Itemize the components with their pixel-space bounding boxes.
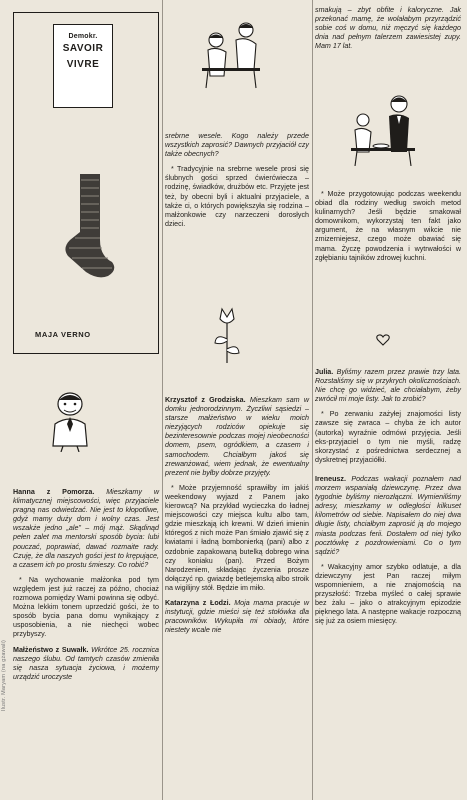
reply-katarzyna: * Może przygotowując podczas weekendu obiad dla rodziny według swoich metod kulinarnych? Jeśli będzie smakował domownikom, wykorzystaj ten fakt jako argument, że na własnym wikcie nie zmizerniejesz, czego może obawiać się mama. Życzę powodzenia i wytrwałości w zgłębianiu tajników zdrowej kuchni. [315, 190, 461, 262]
letter-text-suwalk: Wkrótce 25. rocznica naszego ślubu. Od tamtych czasów zmieniła się nasza sytuacja życiowa, i możemy urządzić uroczyste [13, 645, 160, 681]
reply-hanna: * Na wychowanie małżonka pod tym względem jest już raczej za późno, chociaż rozmowa pomiędzy Wami powinna się odbyć. Można lekkim tonem uprzedzić gości, że to sposób bycia pana domu wynikający z usposobienia, a nie niechęci wobec przybyszy. [13, 575, 159, 639]
letter-author-hanna: Hanna z Pomorza. [13, 488, 95, 496]
logo-label-2: VIVRE [66, 59, 100, 70]
column-rule-1 [162, 0, 163, 800]
logo-label-small: Demokr. [68, 33, 98, 40]
sock-illustration [60, 170, 118, 280]
heart-icon [376, 334, 390, 346]
savoir-vivre-logo [53, 24, 113, 108]
reply-julia: * Po zerwaniu zażyłej znajomości listy zawsze się zwraca – chyba że ich autor (autorka) wyraźnie odmówi przyjęcia. Jeśli eks-przyjaciel o tym nie myśli, radzę skorzystać z pośrednictwa serdecznej a dyskretnej przyjaciółki. [315, 410, 461, 464]
letter-text-krzysztof: Mieszkam sam w domku jednorodzinnym. Życzliwi sąsiedzi – starsze małżeństwo w wieku moich niezyjących rodziców opiekuje się bezinteresownie podczas mojej nieobecności domem, psem, ogródkiem, a czasem i samochodem. Chciałbym jakoś się zrewanżować, wiem jednak, że ewentualny prezent nie byłby dobrze przyjęty. [165, 396, 309, 477]
illustration-credit: Ilustr. Maryam (na gżawali) [1, 640, 7, 712]
column-3-text-lower [315, 368, 461, 796]
letter-author-krzysztof: Krzysztof z Grodziska. [165, 396, 246, 404]
letter-author-ireneusz: Ireneusz. [315, 474, 346, 483]
reply-suwalk: * Tradycyjnie na srebrne wesele prosi się ślubnych gości sprzed ćwierćwiecza – rodzinę, świadków, drużbów etc. Przyjęte jest też, by obecni byli i aktualni przyjaciele, a także ci, o których powiększyła się rodzina – małżonkowie czy narzeczeni dorosłych dzieci. [165, 165, 309, 228]
letter-text-julia: Byliśmy razem przez prawie trzy lata. Rozstaliśmy się w przykrych okolicznościach. Nie chcę go widzieć, ale chciałabym, żeby zwrócił mi moje listy. Jak to zrobić? [315, 368, 462, 404]
letter-author-suwalk: Małżeństwo z Suwałk. [13, 645, 89, 654]
letter-cont-suwalk: srebrne wesele. Kogo należy przede wszystkich zaprosić? Dawnych przyjaciół czy także obecnych? [165, 132, 309, 159]
letter-author-katarzyna: Katarzyna z Łodzi. [165, 598, 231, 607]
man-in-suit-illustration [45, 390, 95, 452]
column-2-text-lower [165, 396, 309, 796]
reply-krzysztof: * Może przyjemność sprawiłby im jakiś weekendowy wyjazd z Panem jako kierowcą? Na przykład wycieczka do ładnej miejscowości czy miejsca kultu albo tam, gdzie mieszkają ich krewni. W dzień imienin któregoś z nich może Pan śmiało zjawić się z kwiatami i ładną bombonierką (pani) albo z ozdobnie zapakowaną butelką dobrego wina czy koniaku (pan). Przed Bożym Narodzeniem, składając życzenia prosze dołączyć np. gwiazdę betlejemską albo stroik na wigilijny stół. Będzie im miło. [165, 483, 309, 592]
column-1-text [13, 488, 159, 796]
letter-text-hanna: Mieszkamy w klimatycznej miejscowości, więc przyjaciele pragną nas odwiedzać. Nie jest to kłopotliwe, gdyż mamy duży dom i wolny czas. Jest wszakże jedno „ale” – mój mąż. Skądinąd pełen zalet ma mentorski sposób bycia: lubi pouczać, poprawiać, dawać rozmaite rady. Czuję, że dla naszych gości jest to krępujące, a czasem ich po prostu śmieszy. Co robić? [13, 488, 159, 569]
logo-label-1: SAVOIR [62, 43, 104, 54]
waiter-and-guest-illustration [345, 90, 421, 166]
flower-illustration [212, 305, 242, 365]
column-author: MAJA VERNO [35, 330, 91, 339]
letter-text-katarzyna: Moja mama pracuje w instytucji, gdzie mieści się też stołówka dla pracowników. Wykupiła mi obiady, które niestety wcale nie [165, 598, 310, 635]
letter-cont-katarzyna: smakują – zbyt obfite i kaloryczne. Jak przekonać mamę, że wolałabym przyrządzić sobie coś w domu, niż męczyć się każdego dnia nad pełnym talerzem zawiesistej zupy. Mam 17 lat. [315, 6, 461, 51]
couple-at-table-illustration [200, 20, 262, 90]
letter-author-julia: Julia. [315, 368, 334, 376]
column-rule-2 [312, 0, 313, 800]
reply-ireneusz: * Wakacyjny amor szybko odlatuje, a dla dziewczyny jest Pan raczej miłym wspomnieniem, a nie znajomością na przyszłość: Trzeba myśleć o całej sprawie bez żalu – jako o atrakcyjnym epizodzie pięknego lata. A następne wakacje rozpoczną się już za osiem miesięcy. [315, 562, 461, 626]
letter-text-ireneusz: Podczas wakacji poznałem nad morzem wspaniałą dziewczynę. Przez dwa tygodnie byliśmy nierozłączni. Wymieniliśmy adresy, mieszkamy w odległości kilkuset kilometrów od siebie. Napisałem do niej dwa długie listy, chciałbym zaprosić ją do mojego miasta podczas ferii. Dostałem od niej tylko pocztówkę z pozdrowieniami. Co o tym sądzić? [315, 474, 461, 556]
